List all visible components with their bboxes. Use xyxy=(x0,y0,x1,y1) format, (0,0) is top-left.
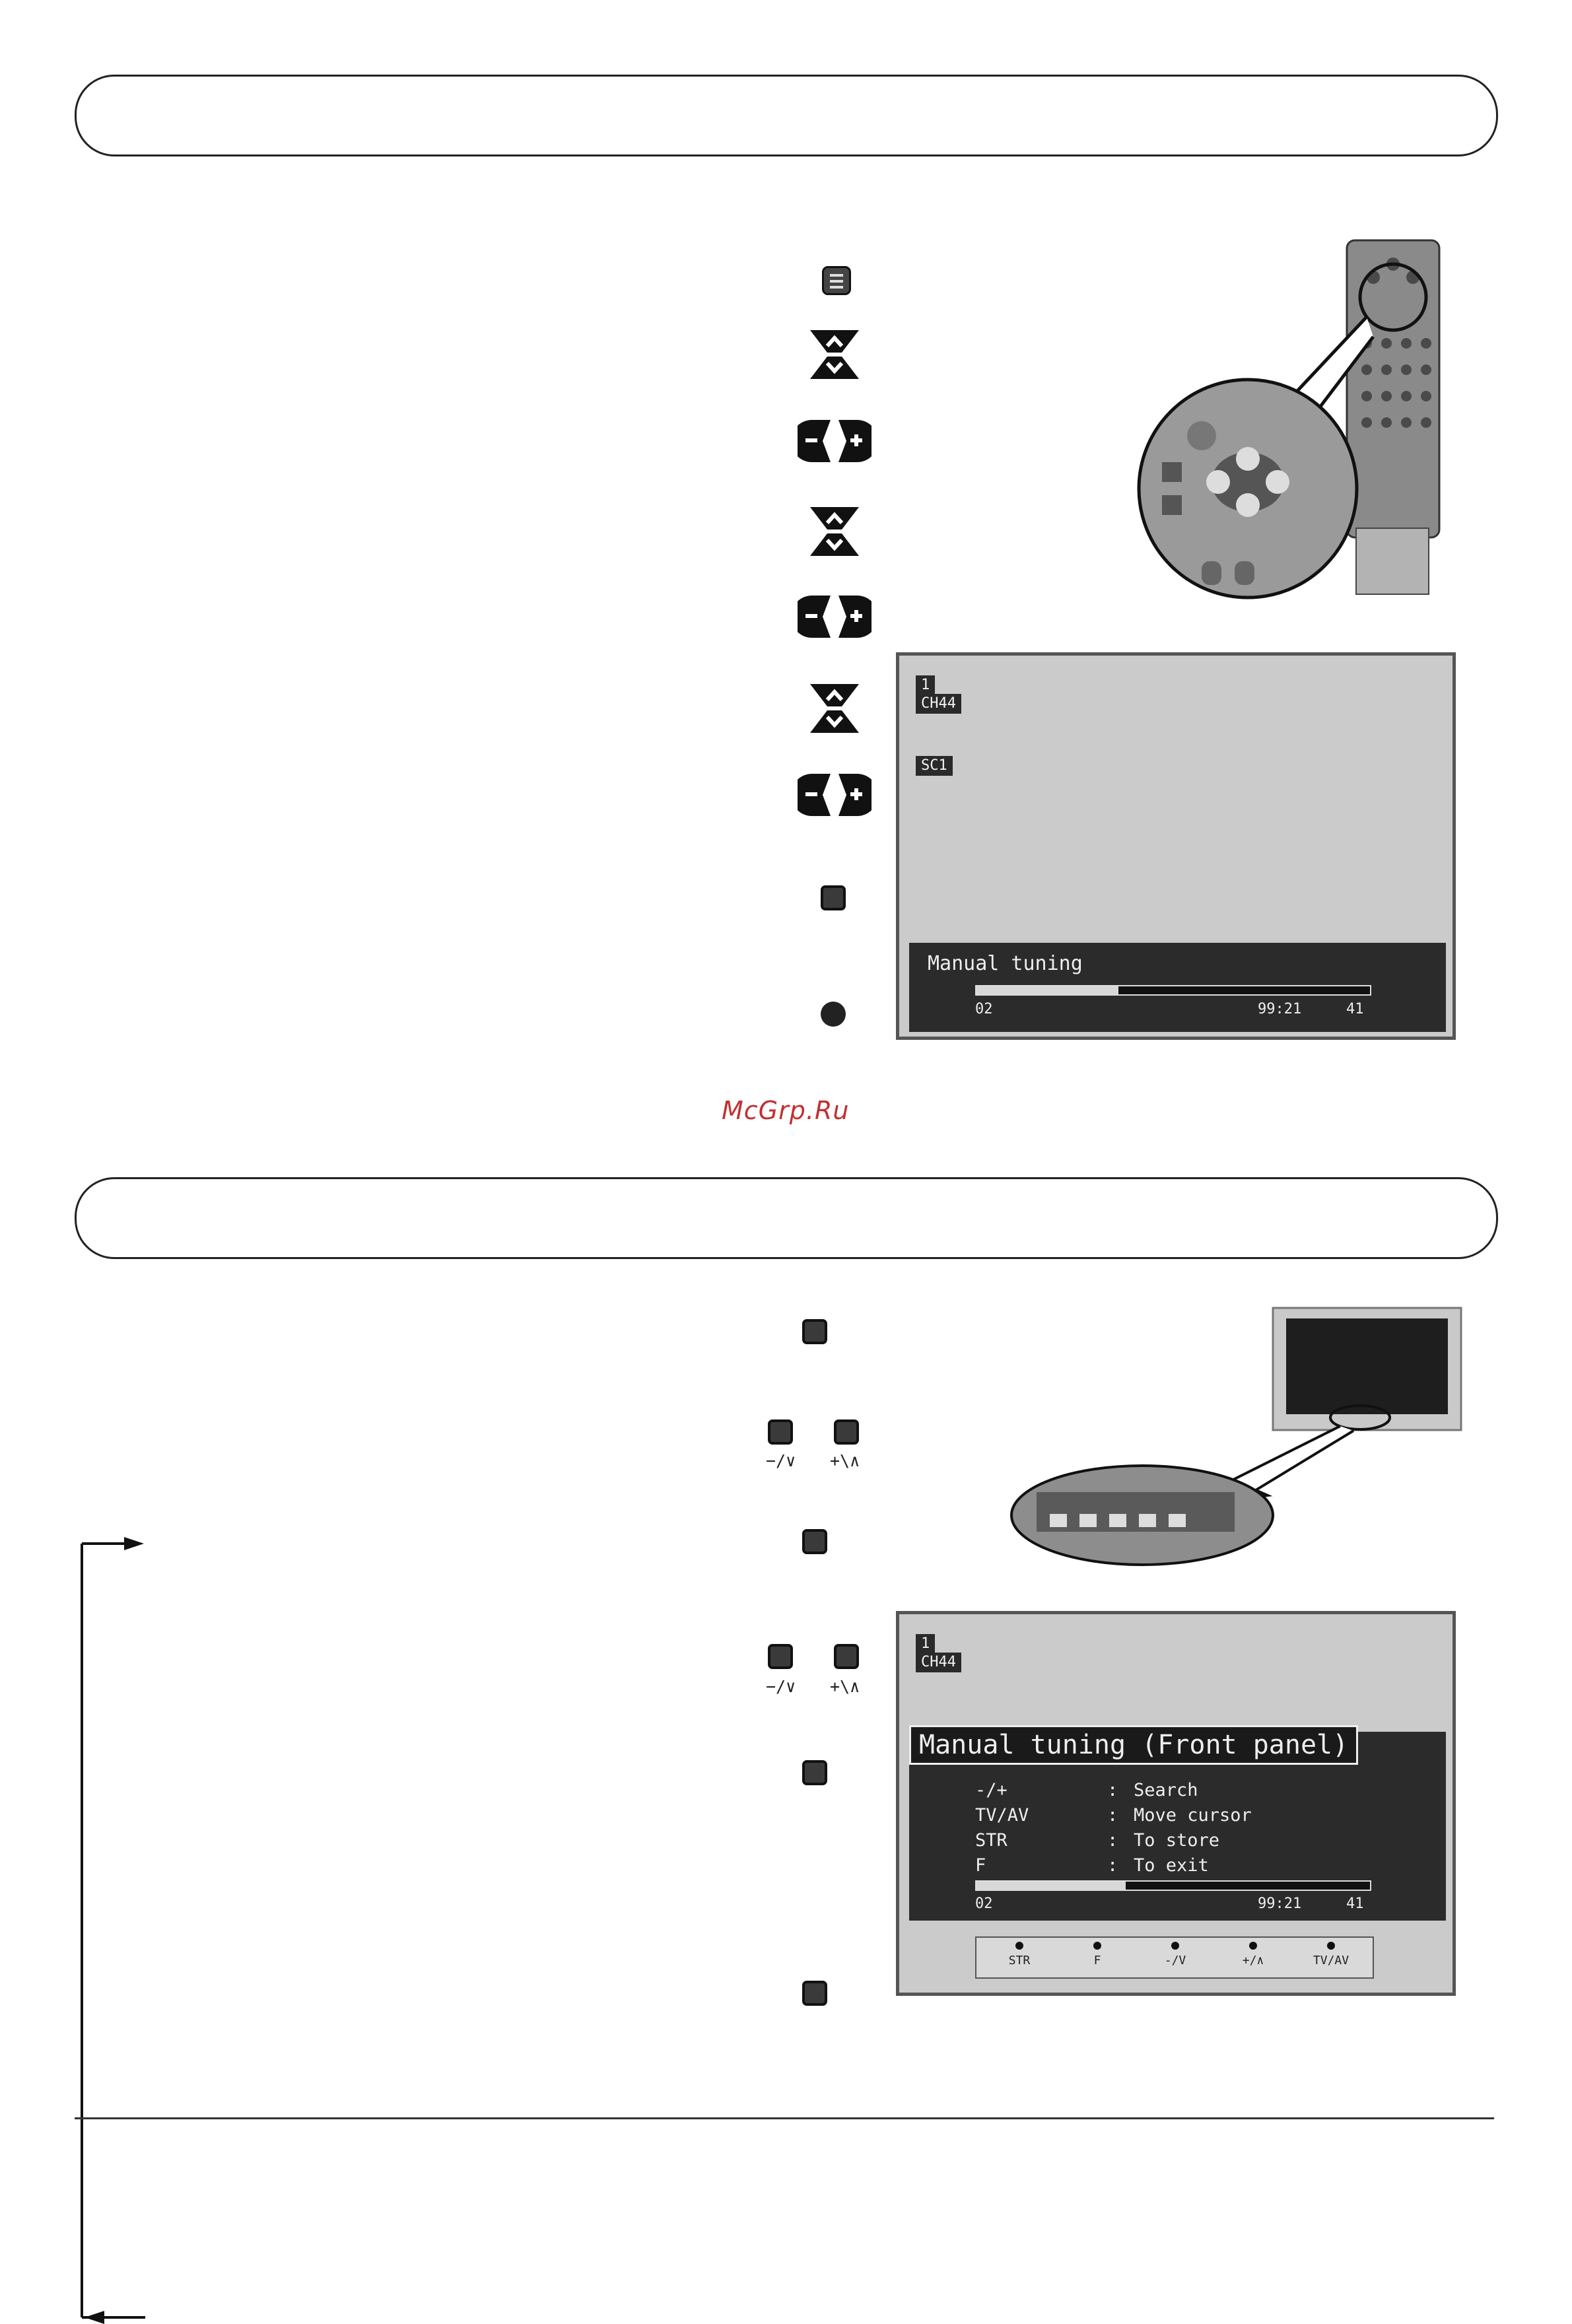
legend-key: +/∧ xyxy=(1217,1942,1289,1967)
programme-number: 1 xyxy=(916,675,935,695)
minus-plus-icon-2 xyxy=(798,592,871,642)
record-dot-icon xyxy=(821,1002,846,1027)
legend-key: STR xyxy=(983,1942,1056,1967)
osd-row xyxy=(975,1828,1252,1853)
bar-time-label-2: 99:21 xyxy=(1258,1896,1302,1912)
tv-screen-front-panel-tuning xyxy=(896,1611,1456,1996)
osd-row-desc: To exit xyxy=(1134,1855,1209,1876)
osd-row-sep: : xyxy=(1107,1855,1118,1876)
plus-button-icon xyxy=(834,1419,859,1445)
loop-arrow xyxy=(73,1532,152,2324)
osd-row-desc: Move cursor xyxy=(1134,1805,1252,1826)
osd-title-2: Manual tuning (Front panel) xyxy=(909,1725,1358,1765)
osd-title: Manual tuning xyxy=(928,952,1083,975)
footer-rule xyxy=(75,2117,1494,2119)
store-button-icon xyxy=(821,885,846,910)
updown-icon xyxy=(807,327,862,382)
tuning-progress-bar-2 xyxy=(975,1880,1371,1891)
f-button-icon-2 xyxy=(802,1981,827,2006)
tuning-progress-bar xyxy=(975,985,1371,996)
legend-key: -/V xyxy=(1139,1942,1212,1967)
osd-row-key: F xyxy=(975,1855,986,1876)
bar-time-label: 99:21 xyxy=(1258,1001,1302,1017)
osd-row-sep: : xyxy=(1107,1780,1118,1800)
plus-button-icon-2 xyxy=(834,1644,859,1669)
channel-label-2: CH44 xyxy=(916,1653,961,1672)
minus-button-icon-2 xyxy=(768,1644,793,1669)
remote-control-illustration xyxy=(1136,238,1466,607)
osd-row-desc: To store xyxy=(1134,1830,1220,1851)
osd-row xyxy=(975,1803,1252,1828)
osd-panel xyxy=(909,943,1446,1032)
osd-row-sep: : xyxy=(1107,1830,1118,1851)
bar-left-label-2: 02 xyxy=(975,1896,993,1912)
osd-row-key: -/+ xyxy=(975,1780,1008,1800)
minus-plus-icon xyxy=(798,416,871,466)
osd-rows xyxy=(975,1778,1252,1878)
tv-screen-manual-tuning xyxy=(896,652,1456,1040)
tv-front-panel-illustration xyxy=(1010,1304,1472,1568)
osd-row-key: TV/AV xyxy=(975,1805,1029,1826)
minus-plus-icon-3 xyxy=(798,770,871,820)
section2-title-box xyxy=(75,1177,1498,1259)
bar-right-label: 41 xyxy=(1346,1001,1364,1017)
bar-right-label-2: 41 xyxy=(1346,1896,1364,1912)
bar-left-label: 02 xyxy=(975,1001,993,1017)
menu-icon xyxy=(822,266,851,295)
section1-title-box xyxy=(75,75,1498,156)
system-label: SC1 xyxy=(916,756,953,776)
osd-row-key: STR xyxy=(975,1830,1008,1851)
osd-row xyxy=(975,1853,1252,1878)
channel-label: CH44 xyxy=(916,694,961,714)
osd-panel-2 xyxy=(909,1732,1446,1921)
updown-icon-2 xyxy=(807,504,862,559)
minus-caption: −/∨ xyxy=(766,1451,796,1470)
plus-caption: +\∧ xyxy=(830,1451,860,1470)
updown-icon-3 xyxy=(807,681,862,735)
tuning-progress-fill-2 xyxy=(976,1882,1126,1890)
front-panel-key-legend xyxy=(975,1936,1374,1979)
minus-caption-2: −/∨ xyxy=(766,1677,796,1696)
plus-caption-2: +\∧ xyxy=(830,1677,860,1696)
f-button-icon xyxy=(802,1319,827,1344)
str-button-icon xyxy=(802,1760,827,1785)
tvav-button-icon xyxy=(802,1529,827,1554)
minus-button-icon xyxy=(768,1419,793,1445)
osd-row xyxy=(975,1778,1252,1803)
osd-row-desc: Search xyxy=(1134,1780,1198,1800)
tuning-progress-fill xyxy=(976,986,1118,994)
legend-key: TV/AV xyxy=(1295,1942,1367,1967)
watermark: McGrp.Ru xyxy=(722,1096,850,1125)
osd-row-sep: : xyxy=(1107,1805,1118,1826)
programme-number-2: 1 xyxy=(916,1634,935,1654)
legend-key: F xyxy=(1061,1942,1134,1967)
